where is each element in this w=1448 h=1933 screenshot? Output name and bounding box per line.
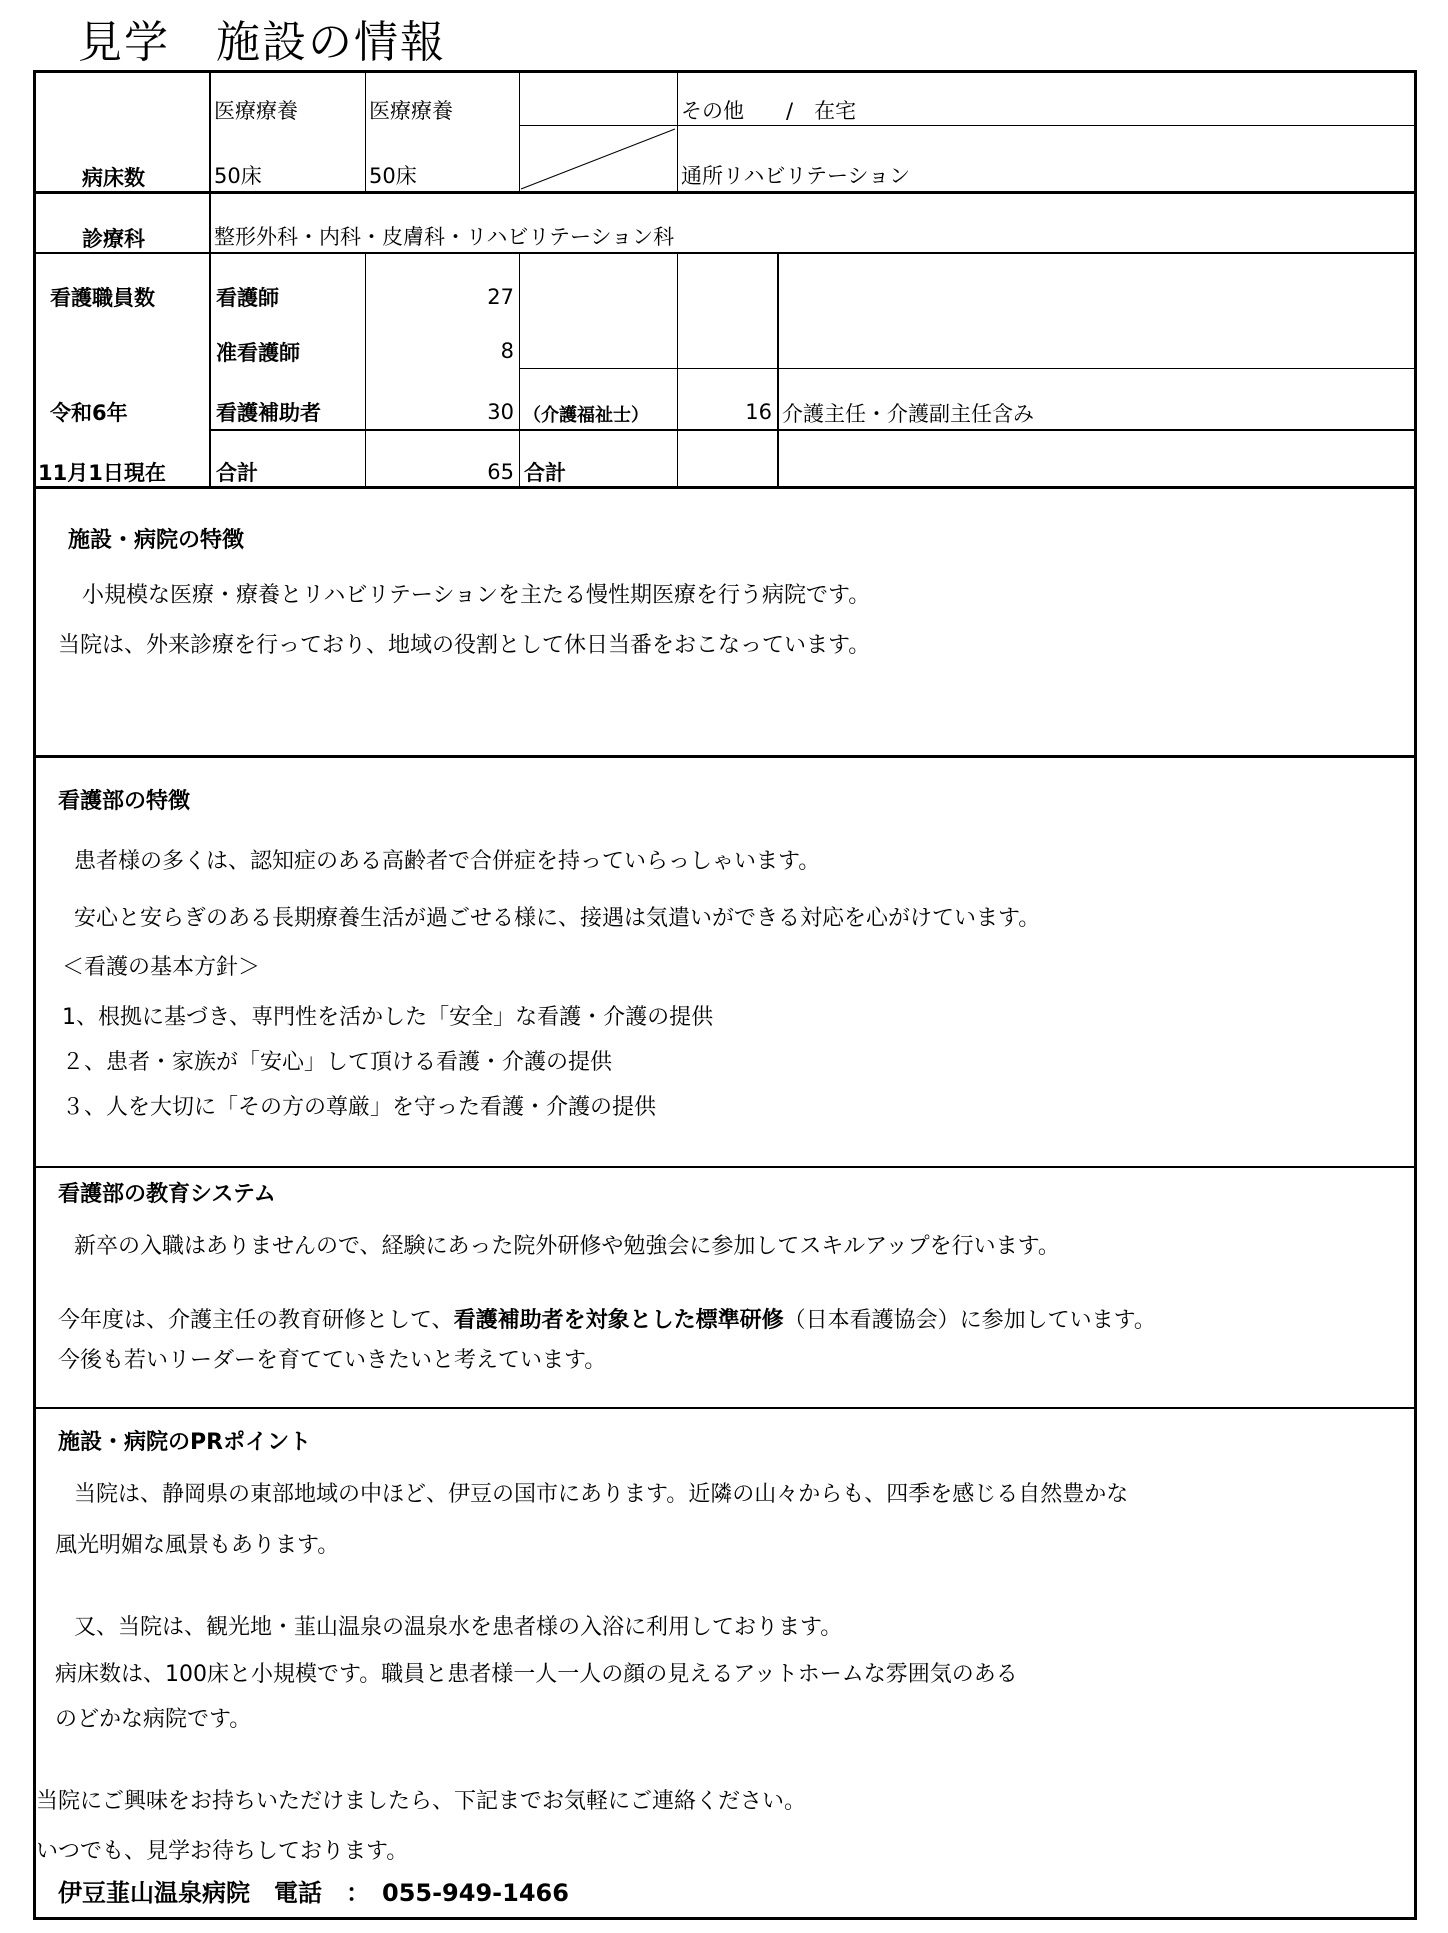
education-line: 新卒の入職はありませんので、経験にあった院外研修や勉強会に参加してスキルアップを行います。 — [74, 1234, 1060, 1259]
pr-line: 当院にご興味をお持ちいただけましたら、下記までお気軽にご連絡ください。 — [36, 1789, 807, 1814]
bed-count-1: 50床 — [214, 164, 262, 188]
staff-count-nurse: 27 — [487, 285, 514, 309]
education-line: 今年度は、介護主任の教育研修として、看護補助者を対象とした標準研修（日本看護協会）に参加しています。 — [58, 1308, 1156, 1333]
divider — [519, 368, 1417, 369]
empty-cell-diagonal — [519, 125, 677, 193]
nursing-features-title: 看護部の特徴 — [58, 789, 191, 814]
staff-role-assoc-nurse: 准看護師 — [216, 341, 300, 365]
pr-line: 病床数は、100床と小規模です。職員と患者様一人一人の顔の見えるアットホームな雰囲気のある — [55, 1662, 1018, 1687]
staff-count-total: 65 — [487, 460, 514, 484]
nursing-policy-item: ３、人を大切に「その方の尊厳」を守った看護・介護の提供 — [62, 1095, 657, 1120]
divider — [677, 252, 678, 487]
divider — [519, 252, 520, 487]
nursing-policy-item: ２、患者・家族が「安心」して頂ける看護・介護の提供 — [62, 1050, 613, 1075]
staff-label: 看護職員数 — [50, 286, 155, 310]
divider — [209, 429, 1417, 431]
divider — [33, 755, 1417, 758]
pr-line: 当院は、静岡県の東部地域の中ほど、伊豆の国市にあります。近隣の山々からも、四季を感じる自然豊かな — [74, 1482, 1129, 1507]
divider — [33, 1166, 1417, 1168]
pr-line: のどかな病院です。 — [55, 1707, 252, 1732]
bed-type-2: 医療療養 — [369, 99, 453, 123]
staff-role-total: 合計 — [216, 461, 258, 485]
divider — [33, 191, 1417, 194]
contact-phone: 伊豆韮山温泉病院 電話 ： 055-949-1466 — [58, 1879, 569, 1907]
divider — [33, 486, 1417, 489]
bed-type-1: 医療療養 — [214, 99, 298, 123]
facility-features-title: 施設・病院の特徴 — [68, 528, 245, 553]
divider — [365, 70, 366, 194]
staff-role-aide: 看護補助者 — [216, 401, 321, 425]
divider — [677, 70, 678, 194]
staff-count-aide: 30 — [487, 400, 514, 424]
staff-role-nurse: 看護師 — [216, 286, 279, 310]
nursing-policy-heading: ＜看護の基本方針＞ — [62, 955, 261, 980]
divider — [777, 252, 779, 487]
education-title: 看護部の教育システム — [58, 1182, 276, 1207]
page-title: 見学 施設の情報 — [78, 17, 446, 68]
beds-label: 病床数 — [82, 166, 145, 190]
pr-line: 風光明媚な風景もあります。 — [55, 1533, 340, 1558]
bed-type-other: その他 / 在宅 — [681, 99, 857, 123]
staff-date-day: 11月1日現在 — [38, 461, 166, 485]
pr-line: いつでも、見学お待ちしております。 — [36, 1839, 409, 1864]
staff-count-assoc-nurse: 8 — [500, 339, 514, 363]
pr-title: 施設・病院のPRポイント — [58, 1430, 312, 1455]
departments-value: 整形外科・内科・皮膚科・リハビリテーション科 — [214, 225, 675, 249]
divider — [33, 1407, 1417, 1409]
divider — [365, 252, 366, 487]
education-line: 今後も若いリーダーを育てていきたいと考えています。 — [58, 1348, 607, 1373]
nursing-features-line: 安心と安らぎのある長期療養生活が過ごせる様に、接遇は気遣いができる対応を心がけています。 — [74, 906, 1041, 931]
facility-features-line: 当院は、外来診療を行っており、地域の役割として休日当番をおこなっています。 — [58, 633, 871, 658]
nursing-features-line: 患者様の多くは、認知症のある高齢者で合併症を持っていらっしゃいます。 — [74, 849, 821, 874]
divider — [209, 70, 211, 487]
bed-count-2: 50床 — [369, 164, 417, 188]
staff-date-year: 令和6年 — [50, 401, 128, 425]
facility-features-line: 小規模な医療・療養とリハビリテーションを主たる慢性期医療を行う病院です。 — [82, 583, 871, 608]
care-total-label: 合計 — [524, 461, 566, 485]
care-worker-label: （介護福祉士） — [523, 405, 649, 426]
bed-count-other: 通所リハビリテーション — [681, 164, 911, 188]
nursing-policy-item: 1、根拠に基づき、専門性を活かした「安全」な看護・介護の提供 — [62, 1005, 714, 1030]
care-worker-note: 介護主任・介護副主任含み — [782, 402, 1034, 426]
care-worker-count: 16 — [745, 400, 772, 424]
departments-label: 診療科 — [82, 227, 145, 251]
pr-line: 又、当院は、観光地・韮山温泉の温泉水を患者様の入浴に利用しております。 — [74, 1615, 843, 1640]
divider — [33, 252, 1417, 254]
